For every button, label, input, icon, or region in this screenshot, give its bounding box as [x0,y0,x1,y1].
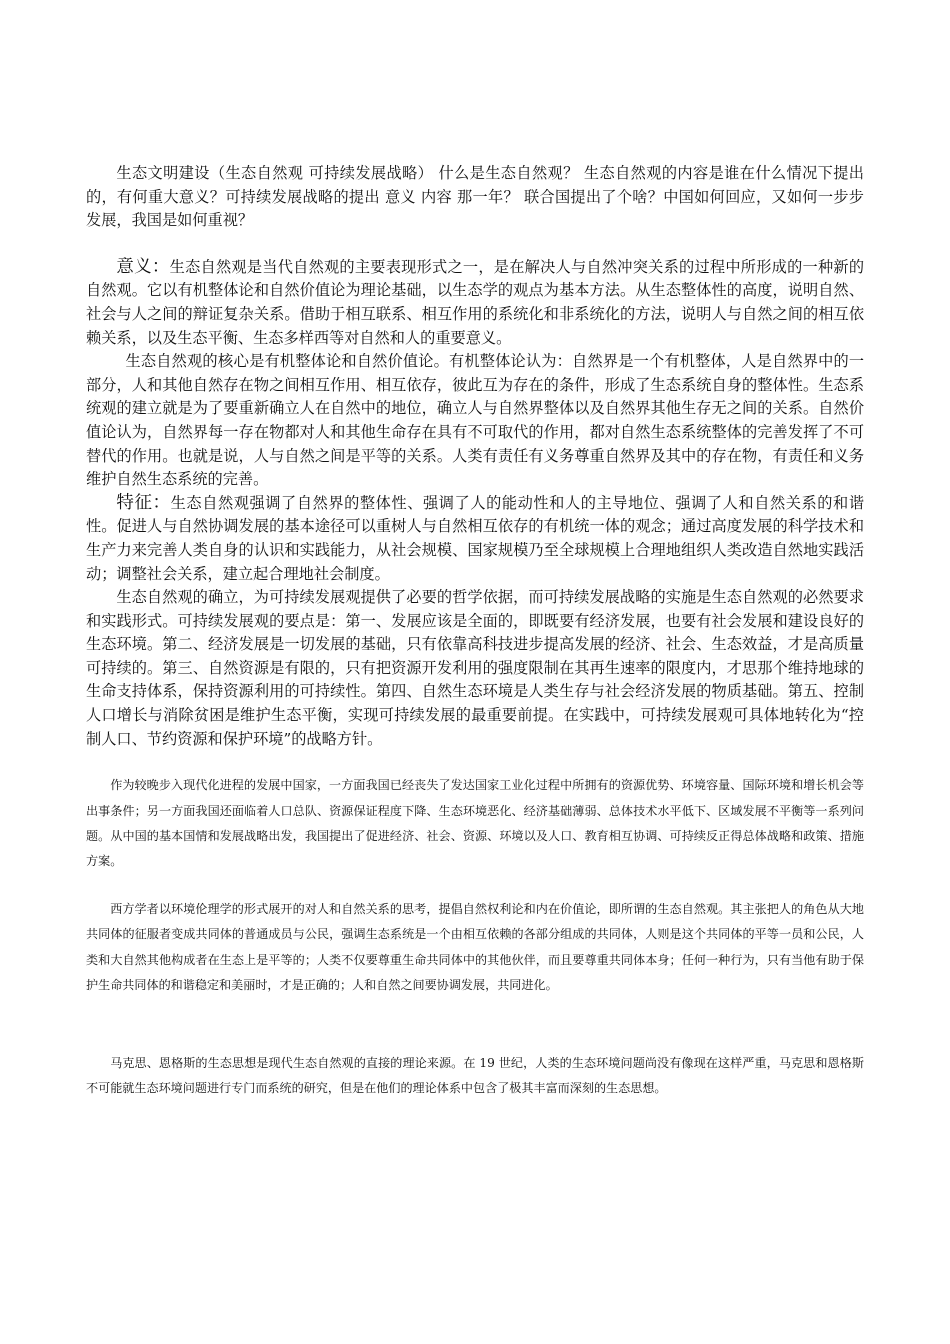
sustainable-paragraph: 生态自然观的确立，为可持续发展观提供了必要的哲学依据，而可持续发展战略的实施是生态自然观的必然要求和实践形式。可持续发展观的要点是：第一、发展应该是全面的，即既要有经济发展，也要有社会发展和建设良好的生态环境。第二、经济发展是一切发展的基础，只有依靠高科技进步提高发展的经济、社会、生态效益，才是高质量可持续的。第三、自然资源是有限的，只有把资源开发利用的强度限制在其再生速率的限度内，才思那个维持地球的生命支持体系，保持资源利用的可持续性。第四、自然生态环境是人类生存与社会经济发展的物质基础。第五、控制人口增长与消除贫困是维护生态平衡，实现可持续发展的最重要前提。在实践中，可持续发展观可具体地转化为“控制人口、节约资源和保护环境”的战略方针。 [86,588,864,748]
marx-paragraph: 马克思、恩格斯的生态思想是现代生态自然观的直接的理论来源。在 19 世纪，人类的生态环境问题尚没有像现在这样严重，马克思和恩格斯不可能就生态环境问题进行专门而系统的研究，但是在他们的理论体系中包含了极其丰富而深刻的生态思想。 [86,1055,864,1095]
feature-text: 生态自然观强调了自然界的整体性、强调了人的能动性和人的主导地位、强调了人和自然关系的和谐性。促进人与自然协调发展的基本途径可以重树人与自然相互依存的有机统一体的观念；通过高度发展的科学技术和生产力来完善人类自身的认识和实践能力，从社会规模、国家规模乃至全球规模上合理地组织人类改造自然地实践活动；调整社会关系，建立起合理地社会制度。 [86,493,865,583]
meaning-text: 生态自然观是当代自然观的主要表现形式之一，是在解决人与自然冲突关系的过程中所形成的一种新的自然观。它以有机整体论和自然价值论为理论基础，以生态学的观点为基本方法。从生态整体性的高度，说明自然、社会与人之间的辩证复杂关系。借助于相互联系、相互作用的系统化和非系统化的方法，说明人与自然之间的相互依赖关系，以及生态平衡、生态多样西等对自然和人的重要意义。 [86,257,865,347]
feature-paragraph [86,492,864,586]
core-text: 是有机整体论和自然价值论。有机整体论认为：自然界是一个有机整体，人是自然界中的一部分，人和其他自然存在物之间相互作用、相互依存，彼此互为存在的条件，形成了生态系统自身的整体性。生态系统观的建立就是为了要重新确立人在自然中的地位，确立人与自然界整体以及自然界其他生存无之间的关系。自然价值论认为，自然界每一存在物都对人和其他生命存在具有不可取代的作用，都对自然生态系统整体的完善发挥了不可替代的作用。也就是说，人与自然之间是平等的关系。人类有责任有义务尊重自然界及其中的存在物，有责任和义务维护自然生态系统的完善。 [86,352,865,489]
core-paragraph [86,350,864,492]
meaning-paragraph [86,256,864,350]
document-page [86,162,864,1101]
core-prefix: 生态自然观的 [125,352,218,371]
western-paragraph: 西方学者以环境伦理学的形式展开的对人和自然关系的思考，提倡自然权利论和内在价值论，即所谓的生态自然观。其主张把人的角色从大地共同体的征服者变成共同体的普通成员与公民，强调生态系统是一个由相互依赖的各部分组成的共同体，人则是这个共同体的平等一员和公民，人类和大自然其他构成者在生态上是平等的；人类不仅要尊重生命共同体中的其他伙伴，而且要尊重共同体本身；任何一种行为，只有当他有助于保护生命共同体的和谐稳定和美丽时，才是正确的；人和自然之间要协调发展，共同进化。 [86,901,864,993]
question-paragraph: 生态文明建设（生态自然观 可持续发展战略） 什么是生态自然观？ 生态自然观的内容是谁在什么情况下提出的，有何重大意义？可持续发展战略的提出 意义 内容 那一年？ 联合国提出了个啥？中国如何回应，又如何一步步发展，我国是如何重视？ [86,164,864,230]
china-paragraph: 作为较晚步入现代化进程的发展中国家，一方面我国已经丧失了发达国家工业化过程中所拥有的资源优势、环境容量、国际环境和增长机会等出事条件；另一方面我国还面临着人口总队、资源保证程度下降、生态环境恶化、经济基础薄弱、总体技术水平低下、区域发展不平衡等一系列问题。从中国的基本国情和发展战略出发，我国提出了促进经济、社会、资源、环境以及人口、教育相互协调、可持续反正得总体战略和政策、措施方案。 [86,778,864,869]
feature-heading: 特征： [116,492,171,513]
core-heading: 核心 [217,352,250,371]
meaning-heading: 意义： [116,256,170,277]
